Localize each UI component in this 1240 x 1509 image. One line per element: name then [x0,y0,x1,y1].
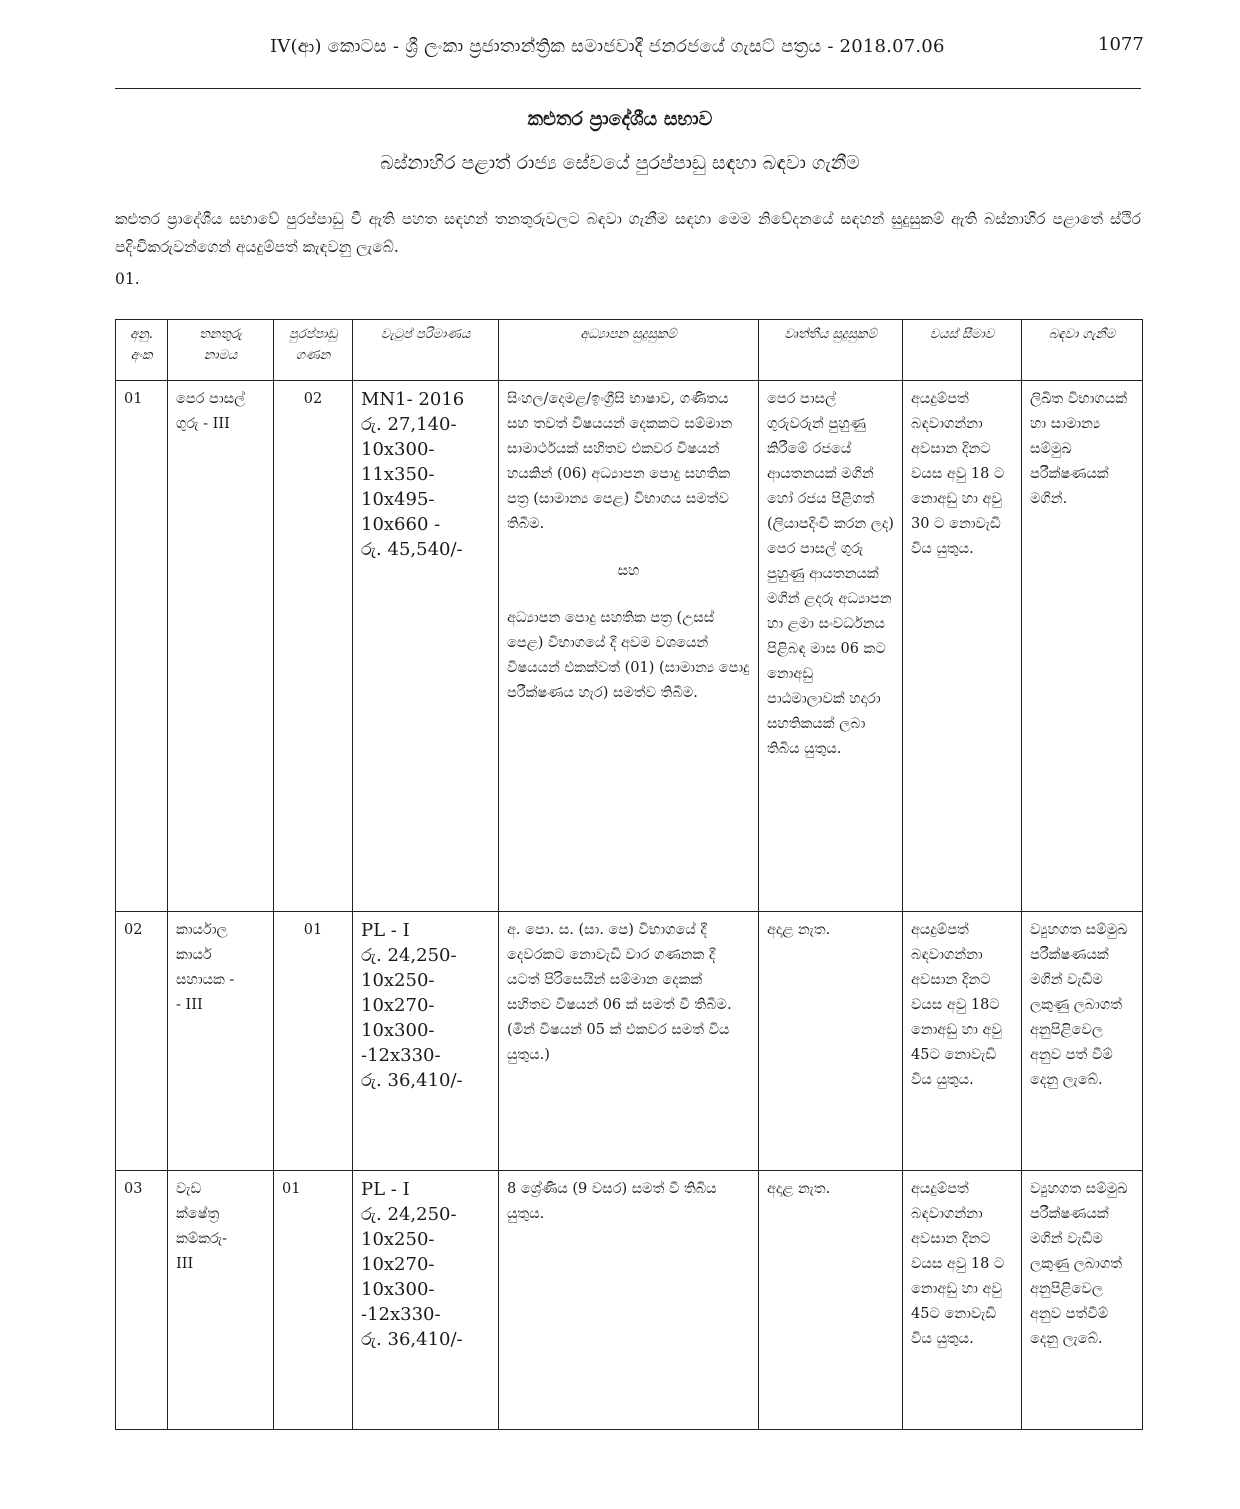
cell-vacancies: 01 [274,1171,353,1430]
cell-serial-no: 02 [116,912,168,1171]
cell-vacancies: 01 [274,912,353,1171]
page-number: 1077 [1098,34,1144,55]
table-header-row [116,320,1143,381]
notice-authority: කළුතර ප්‍රාදේශීය සභාව [527,108,713,130]
vacancy-table [115,319,1143,1430]
cell-age-limit: අයදුම්පත් බඳවාගන්නා අවසාන දිනට වයස අවු 18 ට නොඅඩු හා අවු 30 ට නොවැඩි විය යුතුය. [903,381,1022,912]
cell-salary-scale: MN1- 2016 රු. 27,140- 10x300- 11x350- 10x495- 10x660 - රු. 45,540/- [353,381,499,912]
header-serial-no: අනු. අංක [116,320,168,381]
education-spacer [507,537,750,559]
header-education: අධ්‍යාපන සුදුසුකම් [499,320,759,381]
cell-vacancies: 02 [274,381,353,912]
education-spacer [507,584,750,606]
header-post-name: තනතුරු නාමය [168,320,274,381]
cell-post-name: කාර්යාල කාර්ය සහායක - - III [168,912,274,1171]
education-ol-requirement: සිංහල/දෙමළ/ඉංග්‍රීසි භාෂාව, ගණිතය සහ තවත් විෂයයන් දෙකකට සම්මාන සාමාර්ථයක් සහිතව එකවර විෂයන් හයකින් (06) අධ්‍යාපන පොදු සහතික පත්‍ර (සාමාන්‍ය පෙළ) විභාගය සමත්ව තිබීම. [507,391,733,532]
cell-education: අ. පො. ස. (සා. පෙ) විභාගයේ දී දෙවරකට නොවැඩි වාර ගණනක දී යටත් පිරිසෙයින් සම්මාන දෙකක් සහිතව විෂයන් 06 ක් සමත් වී තිබීම. (මින් විෂයන් 05 ක් එකවර සමත් විය යුතුය.) [499,912,759,1171]
cell-recruitment: ව්‍යුහගත සම්මුඛ පරීක්ෂණයක් මගින් වැඩිම ලකුණු ලබාගත් අනුපිළිවෙල අනුව පත්වීම් දෙනු ලැබේ. [1022,1171,1143,1430]
header-vacancies: පුරප්පාඩු ගණන [274,320,353,381]
education-al-requirement: අධ්‍යාපන පොදු සහතික පත්‍ර (උසස් පෙළ) විභාගයේ දී අවම වශයෙන් විෂයයන් එකක්වත් (01) (සාමාන්‍ය පොදු පරීක්ෂණය හැර) සමත්ව තිබීම. [507,610,750,701]
cell-age-limit: අයදුම්පත් බඳවාගන්නා අවසාන දිනට වයස අවු 18 ට නොඅඩු හා අවු 45ට නොවැඩි විය යුතුය. [903,1171,1022,1430]
notice-intro: කළුතර ප්‍රාදේශීය සභාවේ පුරප්පාඩු වී ඇති පහත සඳහන් තනතුරුවලට බඳවා ගැනීම සඳහා මෙම නිවේදනයේ සඳහන් සුදුසුකම් ඇති බස්නාහිර පළාතේ ස්ථිර පදිංචිකරුවන්ගෙන් අයදුම්පත් කැඳවනු ලැබේ. [115,210,1141,256]
cell-post-name: වැඩ ක්ෂේත්‍ර කම්කරු- III [168,1171,274,1430]
cell-professional: අදාළ නැත. [759,1171,903,1430]
header-salary-scale: වැටුප් පරිමාණය [353,320,499,381]
cell-education: 8 ශ්‍රේණිය (9 වසර) සමත් වී තිබිය යුතුය. [499,1171,759,1430]
cell-salary-scale: PL - I රු. 24,250- 10x250- 10x270- 10x300- -12x330- රු. 36,410/- [353,912,499,1171]
section-number: 01. [115,270,140,288]
cell-professional: අදාළ නැත. [759,912,903,1171]
cell-education [499,381,759,912]
header-age-limit: වයස් සීමාව [903,320,1022,381]
cell-recruitment: ව්‍යුහගත සම්මුඛ පරීක්ෂණයක් මගින් වැඩිම ලකුණු ලබාගත් අනුපිළිවෙල අනුව පත් වීම් දෙනු ලැබේ. [1022,912,1143,1171]
header-recruitment: බඳවා ගැනීම [1022,320,1143,381]
cell-salary-scale: PL - I රු. 24,250- 10x250- 10x270- 10x300- -12x330- රු. 36,410/- [353,1171,499,1430]
header-rule [115,88,1141,89]
cell-recruitment: ලිඛිත විභාගයක් හා සාමාන්‍ය සම්මුඛ පරීක්ෂණයක් මගින්. [1022,381,1143,912]
cell-age-limit: අයදුම්පත් බඳවාගන්නා අවසාන දිනට වයස අවු 18ට නොඅඩු හා අවු 45ට නොවැඩි විය යුතුය. [903,912,1022,1171]
table-row [116,912,1143,1171]
cell-professional: පෙර පාසල් ගුරුවරුන් පුහුණු කිරීමේ රජයේ ආයතනයක් මගින් හෝ රජය පිළිගත් (ලියාපදිංචි කරන ලද) පෙර පාසල් ගුරු පුහුණු ආයතනයක් මගින් ළදරු අධ්‍යාපන හා ළමා සංවර්ධනය පිළිබඳ මාස 06 කට නොඅඩු පාඨමාලාවක් හදාරා සහතිකයක් ලබා තිබිය යුතුය. [759,381,903,912]
table-row [116,381,1143,912]
header-professional: වෘත්තීය සුදුසුකම් [759,320,903,381]
education-and-connector: සහ [617,563,640,579]
notice-subject: බස්නාහිර පළාත් රාජ්‍ය සේවයේ පුරප්පාඩු සඳහා බඳවා ගැනීම [380,152,860,174]
cell-serial-no: 03 [116,1171,168,1430]
table-row [116,1171,1143,1430]
cell-post-name: පෙර පාසල් ගුරු - III [168,381,274,912]
running-header: IV(ආ) කොටස - ශ්‍රී ලංකා ප්‍රජාතාන්ත්‍රික සමාජවාදී ජනරජයේ ගැසට් පත්‍රය - 2018.07.06 [270,36,945,57]
cell-serial-no: 01 [116,381,168,912]
